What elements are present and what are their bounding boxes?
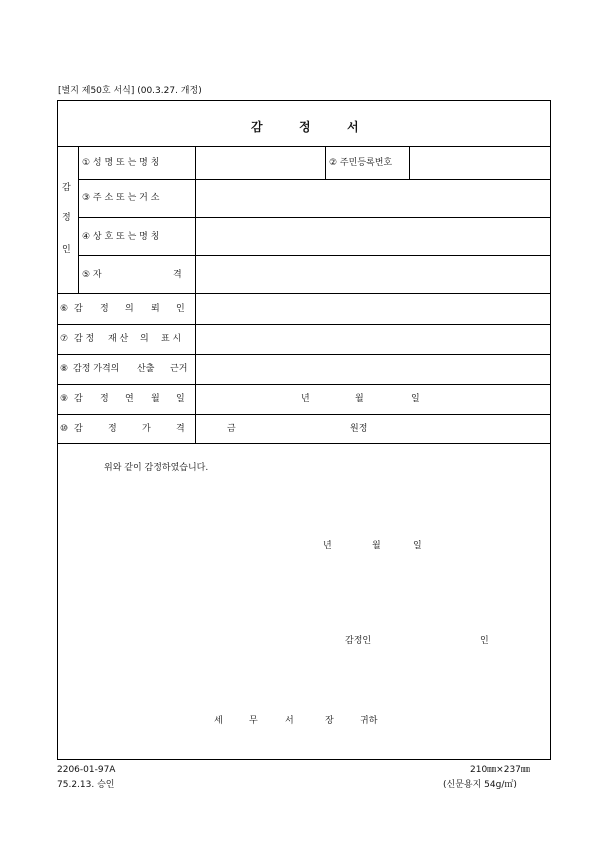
- appraiser-side-char-3: 인: [62, 245, 71, 255]
- date-day-label: 일: [411, 394, 420, 404]
- qualification-field[interactable]: [200, 271, 545, 283]
- property-num: ⑦: [60, 334, 69, 344]
- addressee-suffix: 귀하: [360, 716, 378, 726]
- appraiser-signature-label: 감정인: [345, 636, 372, 646]
- property-char: 감 정: [74, 334, 95, 344]
- footer-form-code: 2206-01-97A: [57, 765, 116, 775]
- price-char: 감: [74, 424, 83, 434]
- address-field[interactable]: [200, 194, 545, 206]
- date-num: ⑨: [60, 394, 69, 404]
- title-char-1: 감: [251, 120, 263, 134]
- resident-id-field[interactable]: [414, 159, 546, 171]
- date-char: 연: [125, 394, 134, 404]
- price-char: 가: [142, 424, 151, 434]
- divider-row6: [57, 324, 551, 325]
- body-date-year: 년: [323, 541, 332, 551]
- basis-char: 근거: [170, 364, 188, 374]
- divider-row9: [57, 414, 551, 415]
- divider-resident-id: [409, 146, 410, 179]
- basis-char: 감정 가격의: [73, 364, 120, 374]
- name-field[interactable]: [200, 159, 320, 171]
- addressee-char: 장: [325, 716, 334, 726]
- property-char: 재 산: [108, 334, 129, 344]
- divider-label-col: [195, 146, 196, 443]
- body-date-day: 일: [413, 541, 422, 551]
- name-label: ① 성 명 또 는 명 칭: [82, 158, 160, 168]
- price-num: ⑩: [60, 424, 69, 434]
- footer-approval: 75.2.13. 승인: [57, 780, 115, 790]
- price-prefix: 금: [227, 424, 236, 434]
- date-month-label: 월: [355, 394, 364, 404]
- title-char-2: 정: [299, 120, 311, 134]
- date-char: 정: [100, 394, 109, 404]
- body-date-month: 월: [372, 541, 381, 551]
- requester-char: 정: [100, 304, 109, 314]
- date-char: 월: [151, 394, 160, 404]
- seal-mark: 인: [480, 636, 489, 646]
- divider-name-value: [325, 146, 326, 179]
- title-char-3: 서: [347, 120, 359, 134]
- trade-name-label: ④ 상 호 또 는 명 칭: [82, 232, 160, 242]
- addressee-char: 세: [214, 716, 223, 726]
- footer-paper: (신문용지 54g/㎡): [443, 780, 517, 790]
- divider-row3: [78, 255, 551, 256]
- divider-row10: [57, 443, 551, 444]
- qualification-label-a: ⑤ 자: [82, 270, 102, 280]
- date-year-label: 년: [301, 394, 310, 404]
- date-char: 일: [176, 394, 185, 404]
- requester-char: 인: [176, 304, 185, 314]
- requester-char: 감: [74, 304, 83, 314]
- divider-row2: [78, 217, 551, 218]
- price-suffix: 원정: [350, 424, 368, 434]
- price-char: 정: [108, 424, 117, 434]
- addressee-char: 서: [285, 716, 294, 726]
- requester-char: 뢰: [151, 304, 160, 314]
- requester-char: 의: [125, 304, 134, 314]
- divider-row8: [57, 384, 551, 385]
- divider-title: [57, 146, 551, 147]
- appraiser-side-char-1: 감: [62, 183, 71, 193]
- date-char: 감: [74, 394, 83, 404]
- requester-num: ⑥: [60, 304, 69, 314]
- price-char: 격: [176, 424, 185, 434]
- appraiser-side-char-2: 정: [62, 213, 71, 223]
- basis-field[interactable]: [200, 365, 545, 377]
- divider-row4: [57, 293, 551, 294]
- basis-num: ⑧: [60, 364, 69, 374]
- statement-text: 위와 같이 감정하였습니다.: [104, 463, 209, 473]
- trade-name-field[interactable]: [200, 233, 545, 245]
- qualification-label-b: 격: [173, 270, 182, 280]
- addressee-char: 무: [249, 716, 258, 726]
- footer-size: 210㎜×237㎜: [470, 765, 530, 775]
- resident-id-label: ② 주민등록번호: [329, 158, 393, 168]
- divider-row7: [57, 354, 551, 355]
- divider-side-label: [78, 146, 79, 293]
- property-char: 의: [140, 334, 149, 344]
- property-char: 표 시: [161, 334, 182, 344]
- form-reference: [별지 제50호 서식] (00.3.27. 개정): [58, 86, 202, 96]
- address-label: ③ 주 소 또 는 거 소: [82, 193, 160, 203]
- requester-field[interactable]: [200, 305, 545, 317]
- property-field[interactable]: [200, 335, 545, 347]
- basis-char: 산출: [137, 364, 155, 374]
- divider-row1: [78, 179, 551, 180]
